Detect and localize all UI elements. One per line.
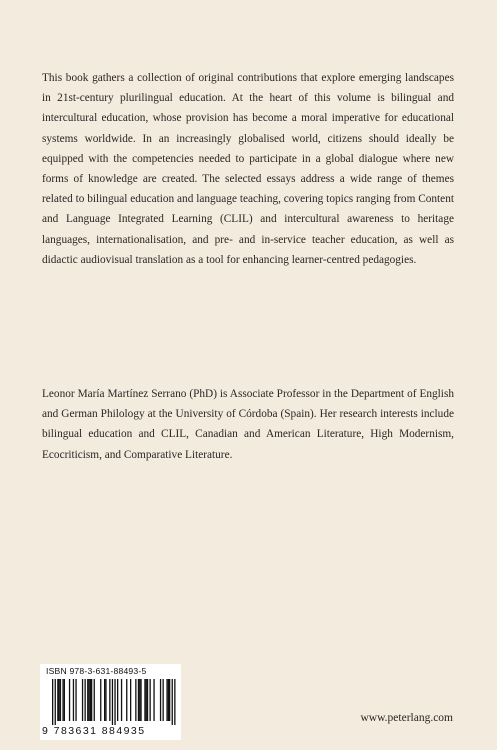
barcode-bar — [90, 679, 91, 721]
barcode-bar — [160, 679, 161, 721]
isbn-label: ISBN 978-3-631-88493-5 — [46, 666, 147, 676]
barcode-bar — [140, 679, 141, 721]
barcode-bar — [94, 679, 95, 721]
barcode-digits: 9 783631 884935 — [42, 725, 146, 737]
barcode-bar — [109, 679, 110, 721]
barcode-bar — [75, 679, 76, 721]
barcode-bar — [100, 679, 101, 721]
barcode-bar — [62, 679, 63, 721]
barcode-bar — [112, 679, 113, 725]
barcode-bar — [126, 679, 127, 721]
barcode-bar — [105, 679, 106, 721]
barcode-bar — [144, 679, 145, 721]
barcode-bar — [169, 679, 170, 721]
publisher-website: www.peterlang.com — [360, 712, 453, 724]
barcode-bar — [130, 679, 131, 721]
barcode-bar — [69, 679, 70, 721]
barcode-bar — [52, 679, 53, 725]
barcode-bar — [168, 679, 169, 721]
author-bio: Leonor María Martínez Serrano (PhD) is Associate Professor in the Department of English and German Philology at the University of Córdoba (Spain). Her research interests include bilingual education and CLIL, Canadian and American Literature, High Modernism, Ecocriticism, and Comparative Literature. — [42, 388, 454, 461]
isbn-barcode — [40, 664, 181, 740]
barcode-bar — [85, 679, 86, 721]
barcode-bar — [163, 679, 164, 721]
barcode-bar — [57, 679, 58, 721]
barcode-bar — [55, 679, 56, 725]
barcode-bar — [104, 679, 105, 721]
barcode-bar — [150, 679, 151, 721]
book-description: This book gathers a collection of original contributions that explore emerging landscapes in 21st-century plurilingual education. At the heart of this volume is bilingual and intercultural education, whose provision has become a moral imperative for educational systems worldwide. In an increasingly globalised world, citizens should ideally be equipped with the competencies needed to participate in a global dialogue where new forms of knowledge are created. The selected essays address a wide range of themes related to bilingual education and language teaching, covering topics ranging from Content and Language Integrated Learning (CLIL) and intercultural awareness to heritage languages, internationalisation, and pre- and in-service teacher education, as well as didactic audiovisual translation as a tool for enhancing learner-centred pedagogies. — [42, 72, 454, 266]
barcode-bar — [135, 679, 136, 721]
barcode-bar — [121, 679, 122, 721]
barcode-bar — [139, 679, 140, 721]
barcode-bar — [60, 679, 61, 721]
barcode-bar — [88, 679, 89, 721]
barcode-bar — [172, 679, 173, 725]
barcode-bar — [114, 679, 115, 725]
barcode-bar — [174, 679, 175, 725]
barcode-bar — [138, 679, 139, 721]
barcode-bar — [147, 679, 148, 721]
barcode-bar — [64, 679, 65, 721]
barcode-bar — [166, 679, 167, 721]
barcode-bar — [87, 679, 88, 721]
barcode-bar — [117, 679, 118, 721]
barcode-bar — [91, 679, 92, 721]
barcode-bar — [82, 679, 83, 721]
barcode-bar — [153, 679, 154, 721]
barcode-icon — [44, 679, 178, 725]
barcode-bar — [59, 679, 60, 721]
barcode-bar — [146, 679, 147, 721]
barcode-bar — [73, 679, 74, 721]
